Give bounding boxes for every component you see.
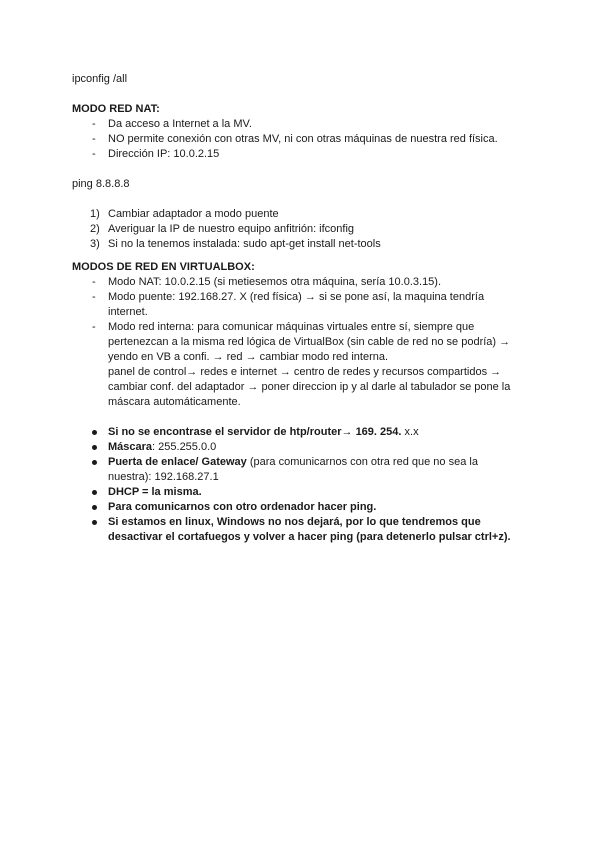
plain-text: (para comunicarnos con otra red que no sea la <box>246 456 478 468</box>
step-text: Cambiar adaptador a modo puente <box>108 208 279 220</box>
text-line: cambiar conf. del adaptador → poner direccion ip y al darle al tabulador se pone la <box>108 381 511 393</box>
list-item <box>72 440 532 455</box>
text-line <box>108 455 532 470</box>
step-number: 2) <box>90 223 100 235</box>
text-line: - Modo red interna: para comunicar máquinas virtuales entre sí, siempre que <box>108 321 475 333</box>
list-item <box>72 425 532 440</box>
list-item <box>72 222 532 237</box>
text-line: Si estamos en linux, Windows no nos dejará, por lo que tendremos que <box>108 516 481 528</box>
list-item <box>72 320 532 410</box>
text-line: panel de control→ redes e internet → centro de redes y recursos compartidos → <box>108 366 502 378</box>
heading-modes: MODOS DE RED EN VIRTUALBOX: <box>72 261 255 273</box>
list-item <box>72 290 532 320</box>
modes-list <box>72 275 532 410</box>
bold-text: Para comunicarnos con otro ordenador hacer ping. <box>108 501 377 513</box>
heading-nat: MODO RED NAT: <box>72 103 160 115</box>
list-item <box>72 515 532 545</box>
document-body <box>72 72 532 545</box>
text-line: nuestra): 192.168.27.1 <box>108 471 219 483</box>
list-item: - NO permite conexión con otras MV, ni con otras máquinas de nuestra red física. <box>72 132 532 147</box>
list-item <box>72 455 532 485</box>
nat-list <box>72 117 532 162</box>
step-text: Averiguar la IP de nuestro equipo anfitrión: ifconfig <box>108 223 355 235</box>
list-item <box>72 207 532 222</box>
list-item <box>72 237 532 252</box>
list-item: - Dirección IP: 10.0.2.15 <box>72 147 532 162</box>
plain-text: : 255.255.0.0 <box>152 441 217 453</box>
text-line: máscara automáticamente. <box>108 396 241 408</box>
list-item: - Modo NAT: 10.0.2.15 (si metiesemos otra máquina, sería 10.0.3.15). <box>72 275 532 290</box>
list-item <box>72 500 532 515</box>
steps-list <box>72 207 532 252</box>
text-line: pertenezcan a la misma red lógica de VirtualBox (sin cable de red no se podría) → <box>108 336 511 348</box>
plain-text: x.x <box>401 426 419 438</box>
bold-text: Máscara <box>108 441 153 453</box>
step-number: 3) <box>90 238 100 250</box>
command-ping: ping 8.8.8.8 <box>72 178 130 190</box>
bold-text: Puerta de enlace/ Gateway <box>108 456 247 468</box>
text-line: internet. <box>108 306 148 318</box>
list-item <box>72 485 532 500</box>
notes-list <box>72 425 532 545</box>
list-item: - Da acceso a Internet a la MV. <box>72 117 532 132</box>
bold-text: DHCP = la misma. <box>108 486 202 498</box>
text-line: - Modo puente: 192.168.27. X (red física) → si se pone así, la maquina tendría <box>108 291 485 303</box>
bold-text: Si no se encontrase el servidor de htp/router→ 169. 254. <box>108 426 402 438</box>
step-text: Si no la tenemos instalada: sudo apt-get install net-tools <box>108 238 381 250</box>
text-line: desactivar el cortafuegos y volver a hacer ping (para detenerlo pulsar ctrl+z). <box>108 531 511 543</box>
step-number: 1) <box>90 208 100 220</box>
text-line: yendo en VB a confi. → red → cambiar modo red interna. <box>108 351 389 363</box>
command-ipconfig: ipconfig /all <box>72 73 128 85</box>
